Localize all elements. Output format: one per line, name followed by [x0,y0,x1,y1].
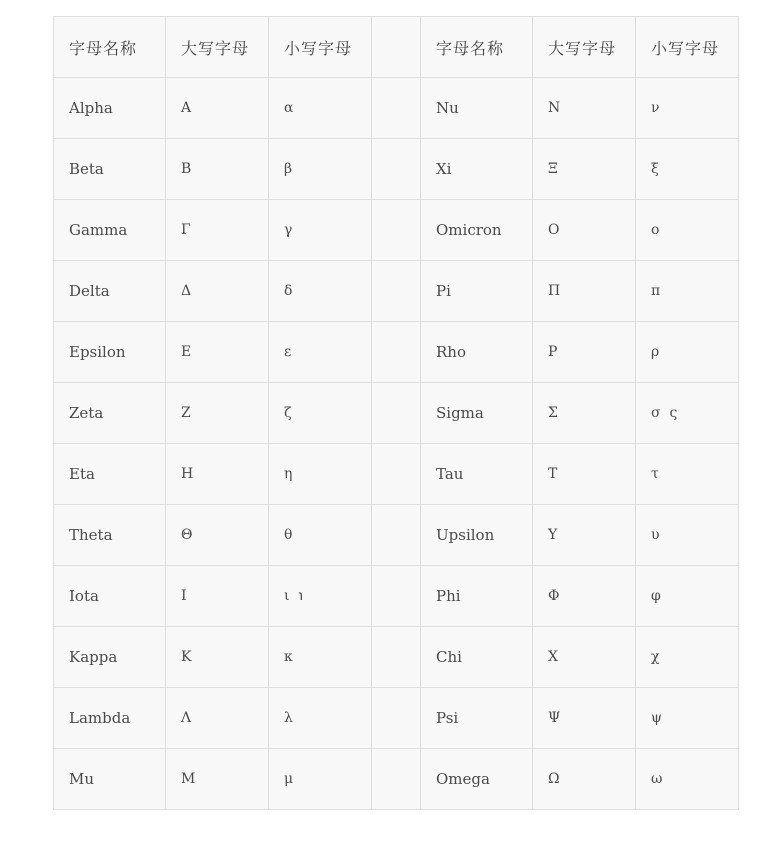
table-row [54,749,739,810]
spacer-cell [372,749,421,810]
uppercase-cell: Ρ [533,322,636,383]
table-row [54,505,739,566]
lowercase-cell: ε [269,322,372,383]
letter-name-cell: Psi [421,688,533,749]
uppercase-cell: Θ [166,505,269,566]
letter-name-cell: Tau [421,444,533,505]
uppercase-cell: Φ [533,566,636,627]
spacer-cell [372,322,421,383]
lowercase-cell: τ [636,444,739,505]
lowercase-cell: λ [269,688,372,749]
header-uppercase: 大写字母 [166,17,269,78]
letter-name-cell: Nu [421,78,533,139]
uppercase-cell: Π [533,261,636,322]
lowercase-cell: μ [269,749,372,810]
greek-alphabet-table [53,16,739,810]
table-row [54,139,739,200]
header-letter-name: 字母名称 [54,17,166,78]
letter-name-cell: Zeta [54,383,166,444]
lowercase-cell: π [636,261,739,322]
lowercase-cell: σ ς [636,383,739,444]
letter-name-cell: Xi [421,139,533,200]
letter-name-cell: Delta [54,261,166,322]
letter-name-cell: Sigma [421,383,533,444]
uppercase-cell: Σ [533,383,636,444]
uppercase-cell: Η [166,444,269,505]
letter-name-cell: Chi [421,627,533,688]
uppercase-cell: Ψ [533,688,636,749]
spacer-cell [372,78,421,139]
lowercase-cell: υ [636,505,739,566]
lowercase-cell: κ [269,627,372,688]
lowercase-cell: ζ [269,383,372,444]
letter-name-cell: Omicron [421,200,533,261]
lowercase-cell: δ [269,261,372,322]
uppercase-cell: Α [166,78,269,139]
letter-name-cell: Pi [421,261,533,322]
letter-name-cell: Mu [54,749,166,810]
letter-name-cell: Upsilon [421,505,533,566]
spacer-cell [372,688,421,749]
uppercase-cell: Ω [533,749,636,810]
lowercase-cell: χ [636,627,739,688]
letter-name-cell: Theta [54,505,166,566]
header-spacer [372,17,421,78]
lowercase-cell: ξ [636,139,739,200]
uppercase-cell: Τ [533,444,636,505]
uppercase-cell: Υ [533,505,636,566]
letter-name-cell: Phi [421,566,533,627]
uppercase-cell: Ζ [166,383,269,444]
table-row [54,200,739,261]
lowercase-cell: φ [636,566,739,627]
letter-name-cell: Epsilon [54,322,166,383]
letter-name-cell: Beta [54,139,166,200]
uppercase-cell: Ο [533,200,636,261]
lowercase-cell: ω [636,749,739,810]
table-row [54,444,739,505]
header-lowercase: 小写字母 [636,17,739,78]
lowercase-cell: θ [269,505,372,566]
table-row [54,383,739,444]
lowercase-cell: α [269,78,372,139]
table-row [54,78,739,139]
letter-name-cell: Gamma [54,200,166,261]
spacer-cell [372,566,421,627]
uppercase-cell: Ξ [533,139,636,200]
uppercase-cell: Δ [166,261,269,322]
uppercase-cell: Χ [533,627,636,688]
table-row [54,688,739,749]
letter-name-cell: Alpha [54,78,166,139]
uppercase-cell: Λ [166,688,269,749]
lowercase-cell: ο [636,200,739,261]
letter-name-cell: Rho [421,322,533,383]
spacer-cell [372,627,421,688]
lowercase-cell: ν [636,78,739,139]
spacer-cell [372,139,421,200]
header-letter-name: 字母名称 [421,17,533,78]
spacer-cell [372,261,421,322]
table-row [54,322,739,383]
spacer-cell [372,383,421,444]
uppercase-cell: Ι [166,566,269,627]
uppercase-cell: Μ [166,749,269,810]
uppercase-cell: Β [166,139,269,200]
header-row [54,17,739,78]
lowercase-cell: ψ [636,688,739,749]
spacer-cell [372,200,421,261]
letter-name-cell: Eta [54,444,166,505]
uppercase-cell: Κ [166,627,269,688]
spacer-cell [372,444,421,505]
letter-name-cell: Kappa [54,627,166,688]
header-uppercase: 大写字母 [533,17,636,78]
table-row [54,566,739,627]
letter-name-cell: Iota [54,566,166,627]
letter-name-cell: Omega [421,749,533,810]
letter-name-cell: Lambda [54,688,166,749]
lowercase-cell: η [269,444,372,505]
table-row [54,261,739,322]
header-lowercase: 小写字母 [269,17,372,78]
spacer-cell [372,505,421,566]
uppercase-cell: Ε [166,322,269,383]
lowercase-cell: β [269,139,372,200]
uppercase-cell: Γ [166,200,269,261]
lowercase-cell: γ [269,200,372,261]
lowercase-cell: ρ [636,322,739,383]
table-row [54,627,739,688]
uppercase-cell: Ν [533,78,636,139]
lowercase-cell: ι ℩ [269,566,372,627]
